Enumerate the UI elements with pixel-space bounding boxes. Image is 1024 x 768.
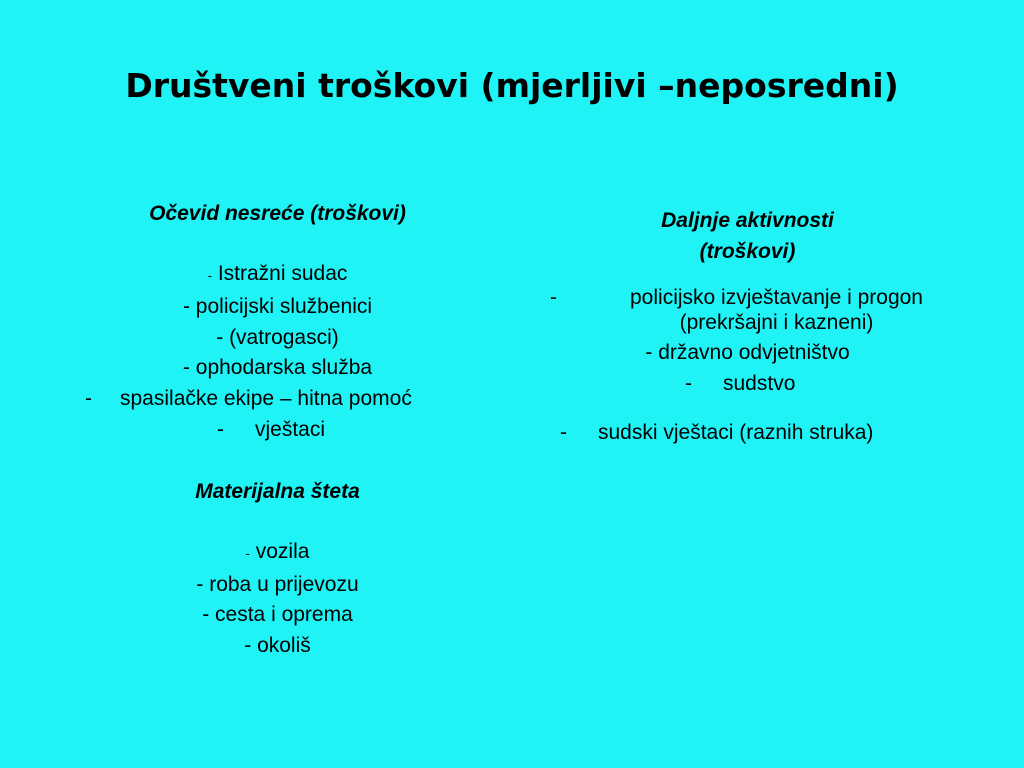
list-item — [525, 418, 970, 449]
list-item-text: spasilačke ekipe – hitna pomoć — [120, 387, 412, 411]
list-dash: - — [207, 268, 212, 283]
list-item — [55, 353, 500, 384]
list-item — [55, 384, 500, 415]
list-dash: - — [244, 634, 252, 658]
list-item — [55, 292, 500, 323]
list-item — [525, 285, 970, 335]
right-column — [525, 205, 970, 448]
left-column — [55, 198, 500, 662]
list-dash: - — [196, 572, 204, 596]
slide-title: Društveni troškovi (mjerljivi –neposredni) — [125, 66, 899, 105]
list-dash: - — [645, 341, 653, 364]
list-item-text: okoliš — [257, 634, 311, 658]
list-item-text: (vatrogasci) — [229, 325, 339, 349]
section-heading-troskovi: (troškovi) — [699, 240, 796, 263]
list-item — [55, 323, 500, 354]
list-item — [55, 537, 500, 570]
list-item — [55, 259, 500, 292]
list-dash: - — [202, 603, 210, 627]
list-dash: - — [245, 545, 250, 561]
section-heading-daljnje: Daljnje aktivnosti — [661, 209, 834, 232]
list-item-text: ophodarska služba — [195, 356, 373, 380]
section-heading-materijalna: Materijalna šteta — [195, 479, 360, 503]
list-dash: - — [217, 417, 224, 441]
list-dash: - — [685, 371, 692, 395]
list-dash: - — [182, 356, 190, 380]
section-heading-ocevid: Očevid nesreće (troškovi) — [149, 202, 406, 225]
list-item-text: cesta i oprema — [215, 603, 353, 627]
list-item-text: vozila — [255, 539, 310, 563]
list-dash: - — [560, 420, 567, 444]
list-item-text: vještaci — [255, 417, 326, 441]
list-item-text: policijsko izvještavanje i progon (prekršajni i kazneni) — [630, 286, 923, 334]
list-item — [55, 415, 500, 446]
list-dash: - — [216, 325, 224, 349]
list-item-text: sudstvo — [723, 371, 796, 395]
list-item-text: roba u prijevozu — [209, 572, 359, 596]
list-item — [525, 369, 970, 400]
list-item-text: Istražni sudac — [217, 262, 348, 285]
list-item-text: sudski vještaci (raznih struka) — [598, 420, 874, 444]
list-item-text: državno odvjetništvo — [658, 341, 850, 364]
list-dash: - — [550, 286, 557, 309]
list-dash: - — [85, 387, 92, 411]
list-item-text: policijski službenici — [195, 294, 373, 318]
list-item — [55, 600, 500, 631]
list-item — [55, 631, 500, 662]
list-dash: - — [182, 294, 190, 318]
list-item — [55, 570, 500, 601]
list-item — [525, 338, 970, 369]
